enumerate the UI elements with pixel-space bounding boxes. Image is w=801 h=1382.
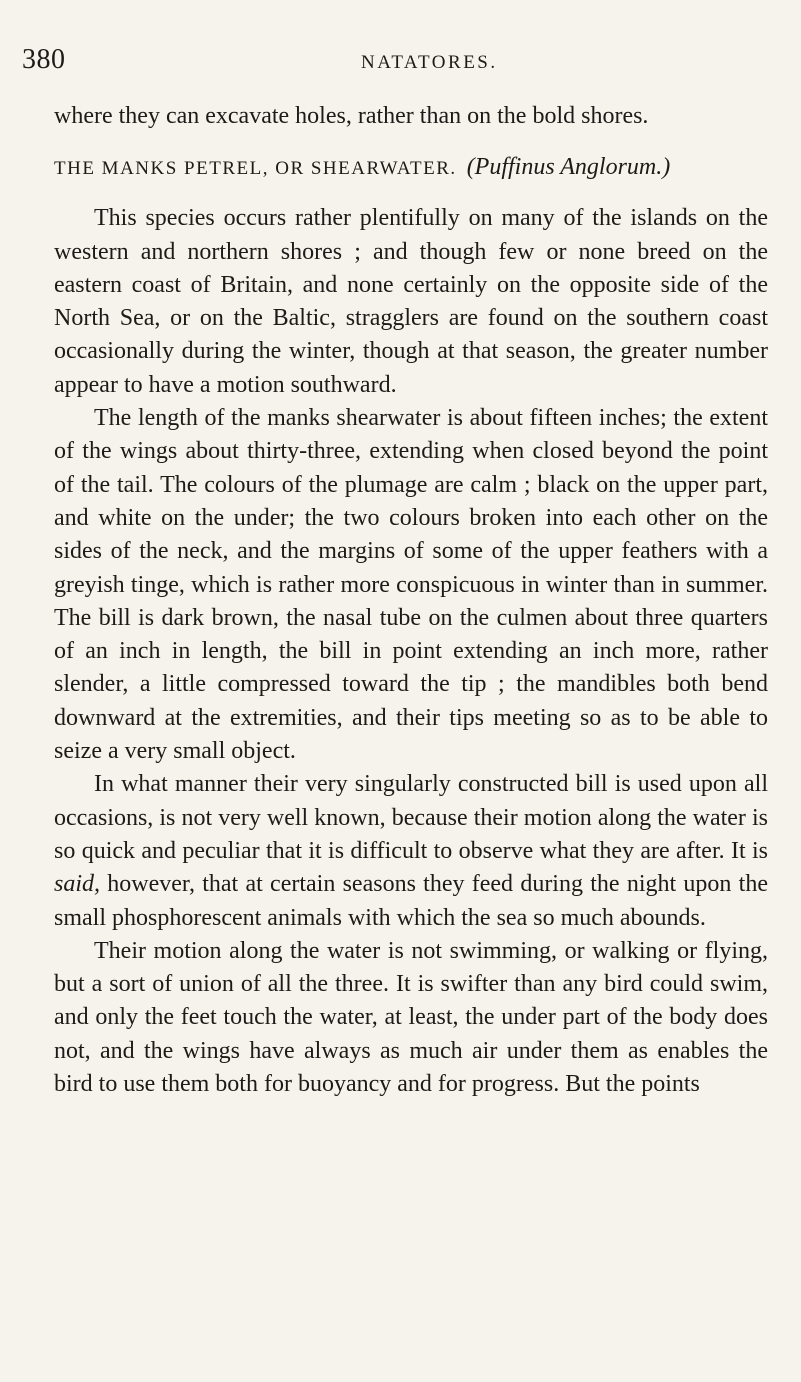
feeding-text-end: however, that at certain seasons they feed during the night upon the small phosphorescent animals with which the sea so much abounds.: [54, 871, 768, 931]
feeding-text-start: In what manner their very singularly constructed bill is used upon all occasions, is not very well known, because their motion along the water is so quick and peculiar that it is difficult to observe what they are after. It is: [54, 771, 768, 864]
paragraph-feeding: [54, 768, 768, 934]
feeding-emphasis: said,: [54, 871, 101, 898]
page-number: 380: [22, 44, 66, 75]
running-title: NATATORES.: [361, 52, 498, 73]
paragraph-distribution: This species occurs rather plentifully on many of the islands on the western and northern shores ; and though few or none breed on the eastern coast of Britain, and none certainly on the opposite side of the North Sea, or on the Baltic, stragglers are found on the southern coast occasionally during the winter, though at that season, the greater number appear to have a motion southward.: [54, 205, 768, 398]
paragraph-motion: Their motion along the water is not swimming, or walking or flying, but a sort of union of all the three. It is swifter than any bird could swim, and only the feet touch the water, at least, the under part of the body does not, and the wings have always as much air under them as enables the bird to use them both for buoyancy and for progress. But the points: [54, 937, 768, 1098]
paragraph-description: The length of the manks shearwater is about fifteen inches; the extent of the wings about thirty-three, extending when closed beyond the point of the tail. The colours of the plumage are calm ; black on the upper part, and white on the under; the two colours broken into each other on the sides of the neck, and the margins of some of the upper feathers with a greyish tinge, which is rather more conspicuous in winter than in summer. The bill is dark brown, the nasal tube on the culmen about three quarters of an inch in length, the bill in point extending an inch more, rather slender, a little compressed toward the tip ; the mandibles both bend downward at the extremities, and their tips meeting so as to be able to seize a very small object.: [54, 405, 768, 765]
heading-scientific-name: (Puffinus Anglorum.): [466, 154, 671, 181]
page-body: [54, 100, 768, 1101]
paragraph-intro: where they can excavate holes, rather than on the bold shores.: [54, 103, 649, 129]
page-header: [22, 44, 762, 84]
heading-common-name: THE MANKS PETREL, OR SHEARWATER.: [54, 158, 457, 180]
section-heading: [54, 151, 768, 185]
